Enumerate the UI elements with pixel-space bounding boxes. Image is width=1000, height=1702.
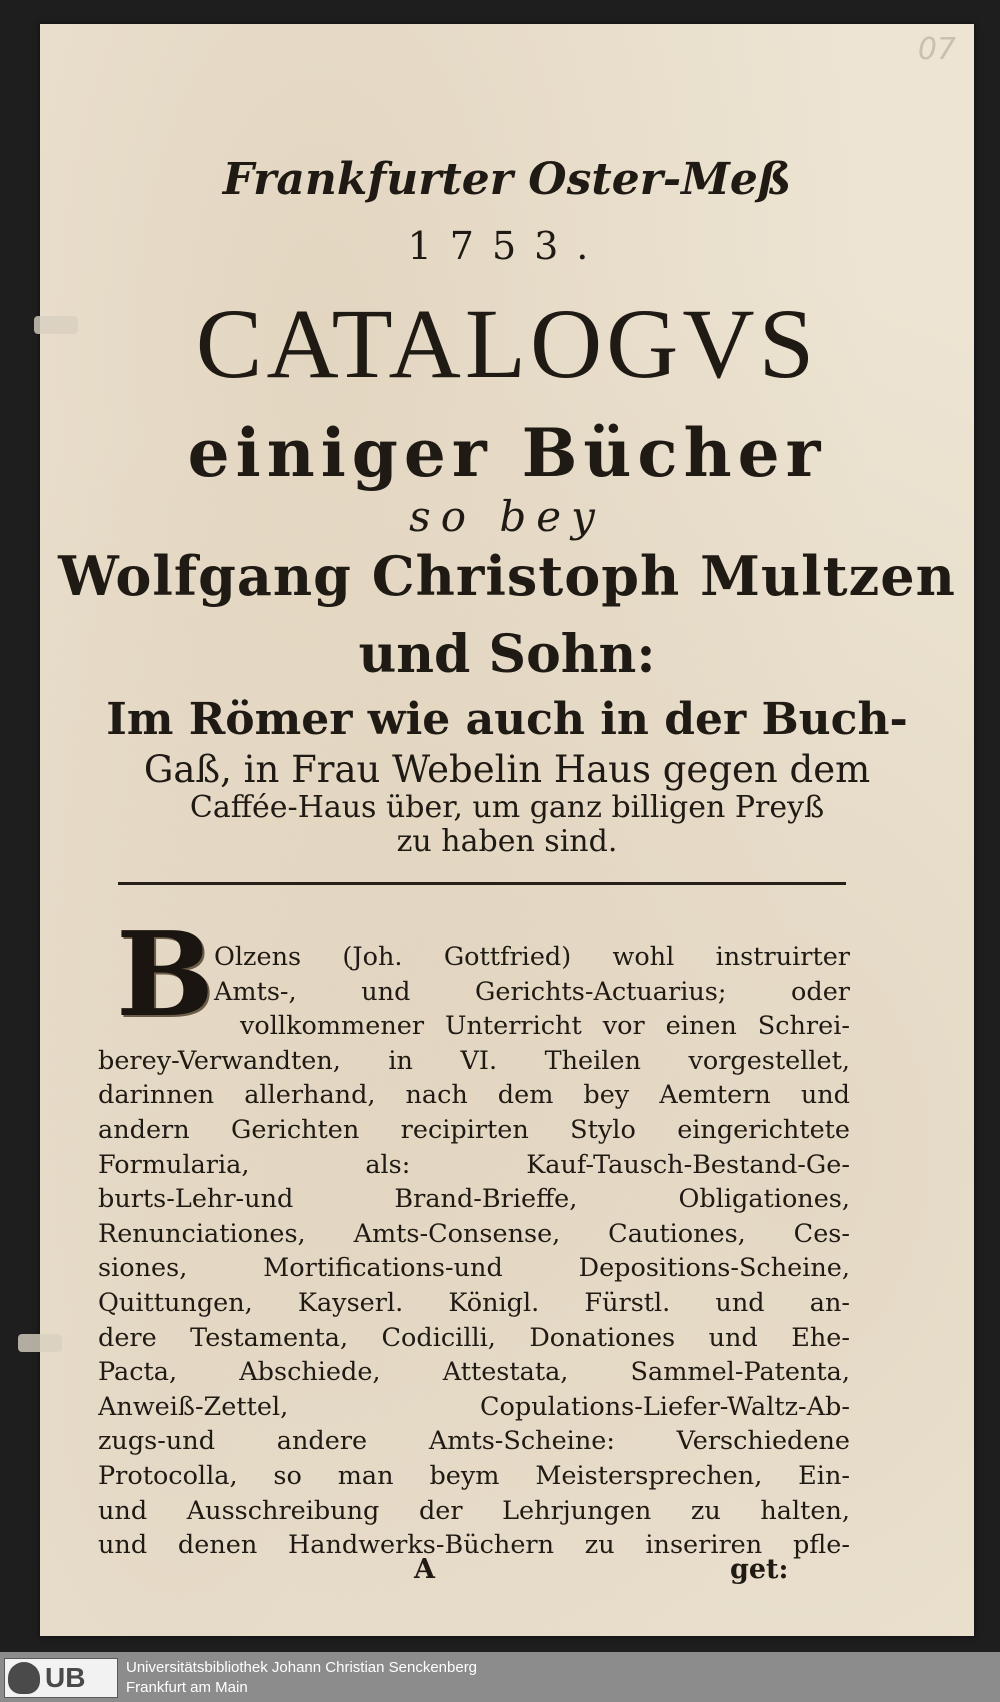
subtitle-so-bey: so bey xyxy=(409,492,605,541)
document-page xyxy=(40,24,974,1636)
entry-line: Formularia, als: Kauf-Tausch-Bestand-Ge- xyxy=(98,1149,850,1180)
library-city: Frankfurt am Main xyxy=(126,1679,248,1696)
entry-line: und Ausschreibung der Lehrjungen zu halten, xyxy=(98,1495,850,1526)
catalog-entry xyxy=(98,940,850,1563)
horizontal-rule xyxy=(118,882,846,885)
location-line: Im Römer wie auch in der Buch- xyxy=(106,694,908,745)
location-line: zu haben sind. xyxy=(396,824,618,859)
signature-mark: A xyxy=(414,1554,435,1585)
entry-line: Amts-, und Gerichts-Actuarius; oder xyxy=(214,976,850,1007)
library-logo[interactable] xyxy=(4,1658,118,1698)
entry-line: und denen Handwerks-Büchern zu inseriren pfle- xyxy=(98,1530,850,1561)
entry-line: Protocolla, so man beym Meistersprechen, Ein- xyxy=(98,1460,850,1491)
decorated-initial: B xyxy=(115,907,215,1043)
portrait-icon xyxy=(8,1662,40,1694)
entry-line: darinnen allerhand, nach dem bey Aemtern und xyxy=(98,1080,850,1111)
library-footer-bar xyxy=(0,1652,1000,1702)
entry-line: Pacta, Abschiede, Attestata, Sammel-Patenta, xyxy=(98,1357,850,1388)
location-line: Gaß, in Frau Webelin Haus gegen dem xyxy=(143,748,871,791)
entry-line: dere Testamenta, Codicilli, Donationes und Ehe- xyxy=(98,1322,850,1353)
year: 1753. xyxy=(407,224,607,268)
entry-line: Olzens (Joh. Gottfried) wohl instruirter xyxy=(214,942,850,972)
publisher-name: Wolfgang Christoph Multzen xyxy=(58,544,956,608)
fair-title: Frankfurter Oster-Meß xyxy=(222,154,792,205)
library-name: Universitätsbibliothek Johann Christian Senckenberg xyxy=(126,1659,478,1676)
entry-line: Renunciationes, Amts-Consense, Cautiones, Ces- xyxy=(98,1218,850,1249)
logo-text: UB xyxy=(45,1662,86,1693)
entry-line: burts-Lehr-und Brand-Brieffe, Obligationes, xyxy=(98,1184,850,1215)
folio-number: 07 xyxy=(917,32,956,67)
entry-line: berey-Verwandten, in VI. Theilen vorgestellet, xyxy=(98,1045,850,1076)
entry-line: vollkommener Unterricht vor einen Schrei- xyxy=(240,1011,850,1042)
entry-line: andern Gerichten recipirten Stylo eingerichtete xyxy=(98,1114,850,1145)
subtitle-einiger-buecher: einiger Bücher xyxy=(187,414,827,492)
entry-line: Quittungen, Kayserl. Königl. Fürstl. und an- xyxy=(98,1287,850,1318)
entry-line: Anweiß-Zettel, Copulations-Liefer-Waltz-Ab- xyxy=(98,1391,850,1422)
entry-line: siones, Mortifications-und Depositions-Scheine, xyxy=(98,1253,850,1284)
location-line: Caffée-Haus über, um ganz billigen Preyß xyxy=(189,790,825,825)
catchword: get: xyxy=(730,1554,789,1585)
publisher-und-sohn: und Sohn: xyxy=(358,624,656,685)
binding-thread xyxy=(18,1334,62,1352)
catalogus-heading: CATALOGVS xyxy=(195,288,819,399)
entry-line: zugs-und andere Amts-Scheine: Verschiedene xyxy=(98,1426,850,1457)
